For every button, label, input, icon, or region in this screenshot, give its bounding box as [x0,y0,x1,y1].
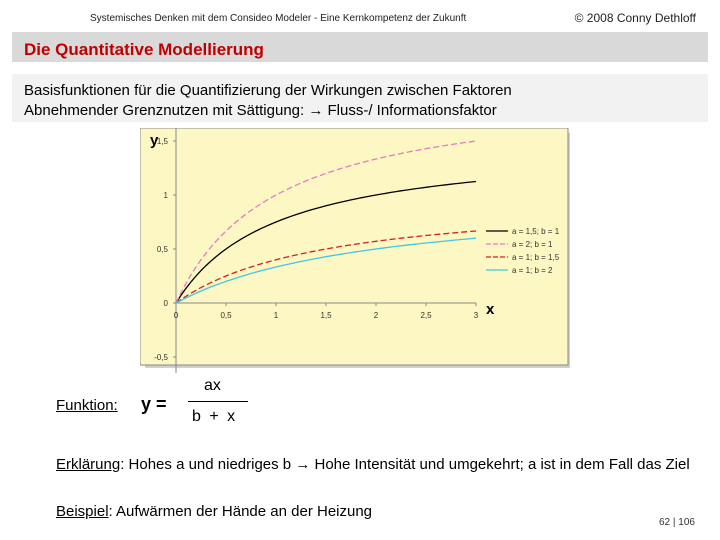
chart-background [140,128,568,365]
y-tick-label: 0 [163,299,168,308]
legend-entry-2: a = 2; b = 1 [512,240,553,249]
x-tick-label: 1 [273,311,279,320]
formula-denominator: b + x [192,408,238,425]
x-tick-label: 0,5 [220,311,232,320]
header-left-text: Systemisches Denken mit dem Consideo Modeler - Eine Kernkompetenz der Zukunft [90,13,467,24]
function-label-text: Funktion: [56,397,118,414]
x-tick-label: 0 [173,311,179,320]
copyright-text: © 2008 Conny Dethloff [574,11,696,25]
example-body: : Aufwärmen der Hände an der Heizung [108,503,373,520]
example-text [56,503,372,520]
page-number: 62 | 106 [659,517,695,528]
x-axis-label: x [486,301,495,318]
explanation-body: : Hohes a und niedriges b → Hohe Intensität und umgekehrt; a ist in dem Fall das Ziel [120,456,690,473]
saturation-chart [140,128,580,373]
y-tick-label: 1 [163,191,168,200]
y-tick-label: -0,5 [154,353,168,362]
formula-numerator: ax [204,377,221,394]
legend-entry-3: a = 1; b = 1,5 [512,253,560,262]
legend-entry-4: a = 1; b = 2 [512,266,553,275]
y-axis-label: y [150,132,159,149]
subtitle-line-2: Abnehmender Grenznutzen mit Sättigung: → Fluss-/ Informationsfaktor [24,102,497,119]
x-tick-label: 1,5 [320,311,332,320]
page-title: Die Quantitative Modellierung [24,40,264,59]
legend-entry-1: a = 1,5; b = 1 [512,227,560,236]
x-tick-label: 2 [373,311,379,320]
example-label: Beispiel [56,503,109,520]
function-label [56,397,118,414]
subtitle-line-1: Basisfunktionen für die Quantifizierung der Wirkungen zwischen Faktoren [24,82,512,99]
fraction-line [188,401,248,402]
explanation-text [56,455,696,474]
y-tick-label: 1,5 [156,137,168,146]
y-tick-label: 0,5 [156,245,168,254]
explanation-label: Erklärung [56,456,121,473]
x-tick-label: 2,5 [420,311,432,320]
x-tick-label: 3 [473,311,479,320]
formula-lhs: y = [141,394,167,414]
